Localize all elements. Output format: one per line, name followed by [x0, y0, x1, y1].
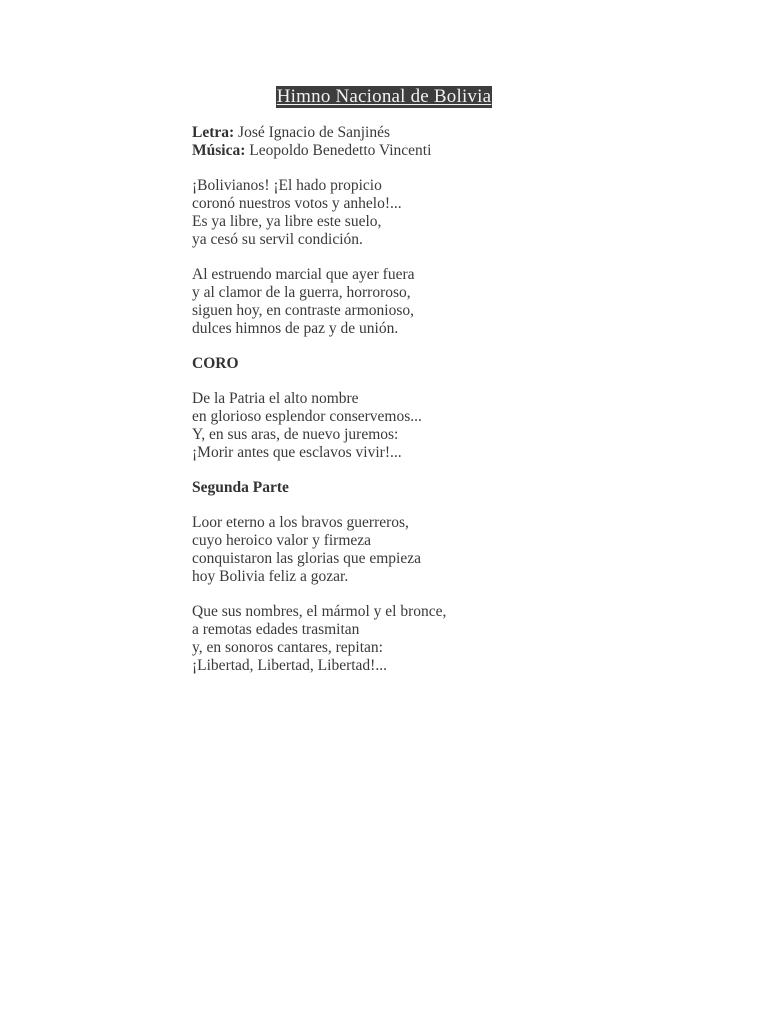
- verse-line: Al estruendo marcial que ayer fuera: [192, 266, 415, 283]
- stanza-1: [192, 177, 712, 249]
- verse-line: coronó nuestros votos y anhelo!...: [192, 195, 402, 212]
- verse-line: Que sus nombres, el mármol y el bronce,: [192, 603, 447, 620]
- verse-line: ¡Libertad, Libertad, Libertad!...: [192, 657, 387, 674]
- verse-line: conquistaron las glorias que empieza: [192, 550, 421, 567]
- verse-line: hoy Bolivia feliz a gozar.: [192, 568, 349, 585]
- verse-line: y al clamor de la guerra, horroroso,: [192, 284, 411, 301]
- credits-block: [192, 124, 712, 160]
- stanza-3: [192, 514, 712, 586]
- verse-line: y, en sonoros cantares, repitan:: [192, 639, 383, 656]
- lyrics-credit: [192, 124, 712, 142]
- lyrics-label: Letra:: [192, 124, 235, 141]
- verse-line: ¡Bolivianos! ¡El hado propicio: [192, 177, 382, 194]
- coro-stanza: [192, 390, 712, 462]
- verse-line: siguen hoy, en contraste armonioso,: [192, 302, 414, 319]
- verse-line: De la Patria el alto nombre: [192, 390, 359, 407]
- music-author: Leopoldo Benedetto Vincenti: [249, 142, 432, 159]
- verse-line: Y, en sus aras, de nuevo juremos:: [192, 426, 399, 443]
- verse-line: Es ya libre, ya libre este suelo,: [192, 213, 382, 230]
- verse-line: ya cesó su servil condición.: [192, 231, 363, 248]
- coro-heading: CORO: [192, 355, 239, 372]
- verse-line: ¡Morir antes que esclavos vivir!...: [192, 444, 402, 461]
- verse-line: dulces himnos de paz y de unión.: [192, 320, 399, 337]
- music-label: Música:: [192, 142, 246, 159]
- verse-line: Loor eterno a los bravos guerreros,: [192, 514, 409, 531]
- music-credit: [192, 142, 712, 160]
- stanza-4: [192, 603, 712, 675]
- verse-line: a remotas edades trasmitan: [192, 621, 360, 638]
- lyrics-author: José Ignacio de Sanjinés: [238, 124, 390, 141]
- document-body: [192, 124, 712, 692]
- stanza-2: [192, 266, 712, 338]
- verse-line: cuyo heroico valor y firmeza: [192, 532, 372, 549]
- part2-heading: Segunda Parte: [192, 479, 289, 496]
- title-container: [0, 86, 768, 108]
- page-title: Himno Nacional de Bolivia: [276, 86, 492, 107]
- verse-line: en glorioso esplendor conservemos...: [192, 408, 422, 425]
